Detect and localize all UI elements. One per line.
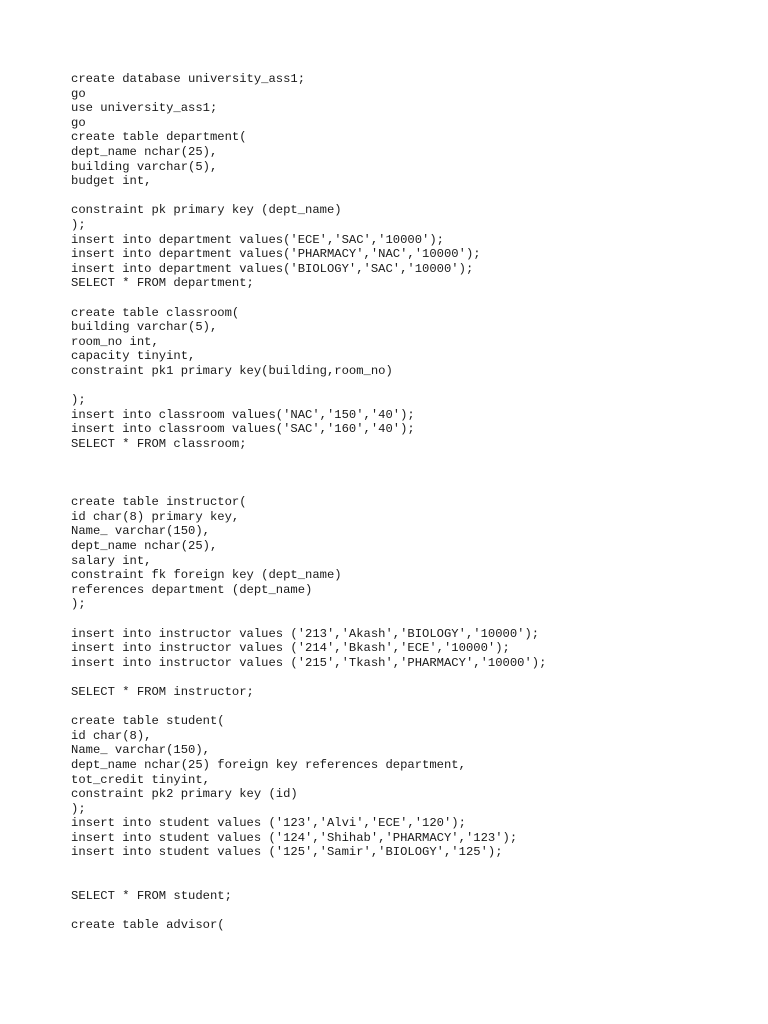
blank-line [71, 700, 751, 715]
code-line: constraint pk primary key (dept_name) [71, 203, 342, 218]
blank-line [71, 904, 751, 919]
code-line: create table classroom( [71, 305, 240, 320]
code-line: create table instructor( [71, 495, 247, 510]
code-line: id char(8) primary key, [71, 509, 240, 524]
code-line: use university_ass1; [71, 101, 218, 116]
blank-line [71, 466, 751, 481]
code-line: ); [71, 597, 86, 612]
code-line: insert into student values ('124','Shihab','PHARMACY','123'); [71, 830, 518, 845]
code-line: ); [71, 217, 86, 232]
code-line: insert into classroom values('NAC','150','40'); [71, 407, 415, 422]
code-line: references department (dept_name) [71, 582, 313, 597]
code-line: capacity tinyint, [71, 349, 196, 364]
blank-line [71, 612, 751, 627]
code-line: room_no int, [71, 334, 159, 349]
code-line: id char(8), [71, 728, 152, 743]
code-line: dept_name nchar(25), [71, 539, 218, 553]
code-line: create table advisor( [71, 918, 225, 933]
code-line: insert into student values ('125','Samir','BIOLOGY','125'); [71, 845, 503, 860]
code-line: dept_name nchar(25) foreign key references department, [71, 757, 466, 772]
blank-line [71, 451, 751, 466]
code-line: ); [71, 393, 86, 408]
blank-line [71, 189, 751, 204]
code-line: constraint pk2 primary key (id) [71, 787, 298, 802]
blank-line [71, 481, 751, 496]
code-line: insert into department values('BIOLOGY','SAC','10000'); [71, 261, 474, 276]
code-line: constraint pk1 primary key(building,room_no) [71, 363, 393, 378]
code-line: SELECT * FROM instructor; [71, 684, 254, 699]
code-line: building varchar(5), [71, 159, 218, 174]
code-line: create database university_ass1; [71, 72, 306, 86]
code-line: tot_credit tinyint, [71, 772, 210, 787]
sql-code-block [71, 72, 751, 933]
code-line: insert into instructor values ('215','Tkash','PHARMACY','10000'); [71, 655, 547, 670]
code-line: budget int, [71, 174, 152, 189]
code-line: go [71, 86, 86, 101]
code-line: SELECT * FROM classroom; [71, 436, 247, 451]
code-line: building varchar(5), [71, 320, 218, 335]
code-line: go [71, 115, 86, 130]
code-line: insert into instructor values ('213','Akash','BIOLOGY','10000'); [71, 626, 540, 641]
code-line: constraint fk foreign key (dept_name) [71, 568, 342, 583]
code-line: create table student( [71, 714, 225, 729]
blank-line [71, 291, 751, 306]
code-line: insert into department values('PHARMACY','NAC','10000'); [71, 247, 481, 262]
code-line: insert into instructor values ('214','Bkash','ECE','10000'); [71, 641, 510, 656]
code-line: SELECT * FROM department; [71, 276, 254, 291]
blank-line [71, 670, 751, 685]
code-line: insert into classroom values('SAC','160','40'); [71, 422, 415, 437]
blank-line [71, 378, 751, 393]
code-line: ); [71, 801, 86, 816]
code-line: SELECT * FROM student; [71, 889, 232, 904]
code-line: Name_ varchar(150), [71, 743, 210, 758]
blank-line [71, 875, 751, 890]
code-line: create table department( [71, 130, 247, 145]
code-line: salary int, [71, 553, 152, 568]
blank-line [71, 860, 751, 875]
code-line: insert into department values('ECE','SAC','10000'); [71, 232, 444, 247]
code-line: dept_name nchar(25), [71, 144, 218, 159]
code-line: Name_ varchar(150), [71, 524, 210, 539]
code-line: insert into student values ('123','Alvi','ECE','120'); [71, 816, 466, 831]
